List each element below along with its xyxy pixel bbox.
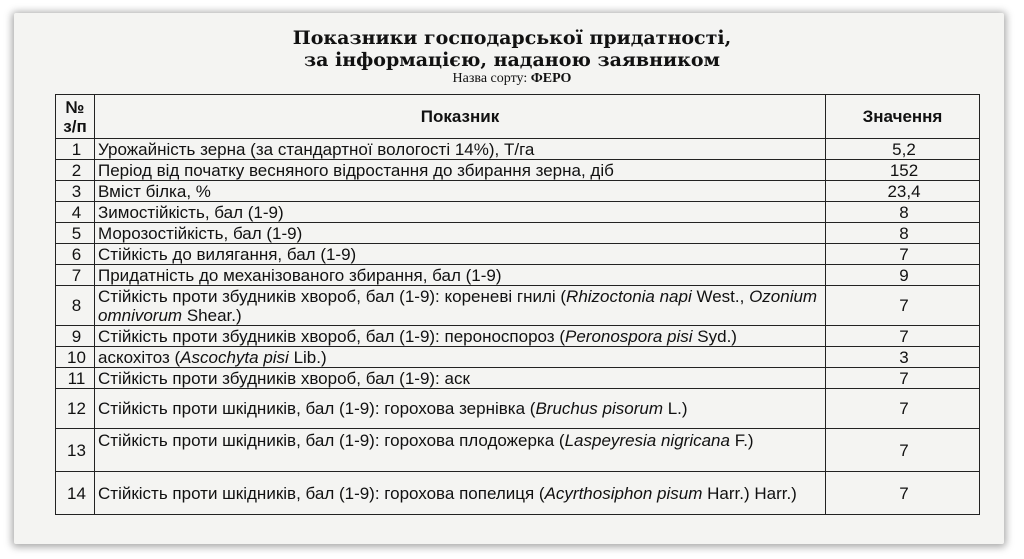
table-row [56,160,980,181]
header-number: № з/п [56,95,95,139]
row-value: 23,4 [826,181,980,202]
row-number: 4 [56,202,95,223]
row-indicator: Стійкість проти шкідників, бал (1-9): горохова плодожерка (Laspeyresia nigricana F.) [95,429,826,472]
latin-name: Bruchus pisorum [535,399,663,418]
table-row [56,181,980,202]
latin-name: Laspeyresia nigricana [564,431,730,450]
header-indicator: Показник [95,95,826,139]
row-value: 7 [826,429,980,472]
row-value: 8 [826,223,980,244]
table-header-row [56,95,980,139]
variety-label: Назва сорту: [452,71,531,86]
row-number: 7 [56,265,95,286]
row-number: 5 [56,223,95,244]
row-indicator: Стійкість до вилягання, бал (1-9) [95,244,826,265]
row-value: 5,2 [826,139,980,160]
table-row [56,347,980,368]
row-number: 13 [56,429,95,472]
row-number: 10 [56,347,95,368]
row-number: 6 [56,244,95,265]
document-title-line-1: Показники господарської придатності, [292,27,732,49]
row-indicator: Морозостійкість, бал (1-9) [95,223,826,244]
variety-name: ФЕРО [530,71,572,86]
table-row [56,472,980,515]
row-indicator: Придатність до механізованого збирання, бал (1-9) [95,265,826,286]
document-title-line-2: за інформацією, наданою заявником [303,49,721,71]
table-row [56,286,980,326]
row-value: 7 [826,244,980,265]
row-number: 11 [56,368,95,389]
table-row [56,368,980,389]
table-row [56,139,980,160]
row-value: 3 [826,347,980,368]
row-indicator: Стійкість проти шкідників, бал (1-9): горохова зернівка (Bruchus pisorum L.) [95,389,826,429]
row-number: 12 [56,389,95,429]
row-indicator: Зимостійкість, бал (1-9) [95,202,826,223]
row-indicator: аскохітоз (Ascochyta pisi Lib.) [95,347,826,368]
row-value: 7 [826,472,980,515]
row-value: 8 [826,202,980,223]
table-row [56,429,980,472]
indicators-table [55,94,980,515]
row-number: 8 [56,286,95,326]
row-value: 7 [826,368,980,389]
latin-name: Acyrthosiphon pisum [544,483,703,503]
row-indicator: Період від початку весняного відростання до збирання зерна, діб [95,160,826,181]
row-indicator: Урожайність зерна (за стандартної вологості 14%), Т/га [95,139,826,160]
table-row [56,202,980,223]
row-indicator: Стійкість проти шкідників, бал (1-9): горохова попелиця (Acyrthosiphon pisum Harr.) Harr.) [95,472,826,515]
row-indicator: Стійкість проти збудників хвороб, бал (1-9): пероноспороз (Peronospora pisi Syd.) [95,326,826,347]
table-row [56,244,980,265]
table-row [56,265,980,286]
row-value: 7 [826,389,980,429]
latin-name: Peronospora pisi [564,326,693,346]
table-row [56,223,980,244]
variety-line [0,71,1024,87]
row-number: 3 [56,181,95,202]
latin-name: Rhizoctonia napi [566,286,692,306]
row-value: 7 [826,286,980,326]
table-row [56,389,980,429]
row-indicator: Стійкість проти збудників хвороб, бал (1-9): аск [95,368,826,389]
latin-name: Ozonium omnivorum [98,286,818,325]
row-number: 1 [56,139,95,160]
row-value: 7 [826,326,980,347]
row-value: 152 [826,160,980,181]
row-number: 14 [56,472,95,515]
latin-name: Ascochyta pisi [180,347,289,367]
row-indicator: Стійкість проти збудників хвороб, бал (1-9): кореневі гнилі (Rhizoctonia napi West., Ozonium omnivorum Shear.) [95,286,826,326]
row-number: 2 [56,160,95,181]
row-value: 9 [826,265,980,286]
table-row [56,326,980,347]
row-indicator: Вміст білка, % [95,181,826,202]
header-value: Значення [826,95,980,139]
row-number: 9 [56,326,95,347]
